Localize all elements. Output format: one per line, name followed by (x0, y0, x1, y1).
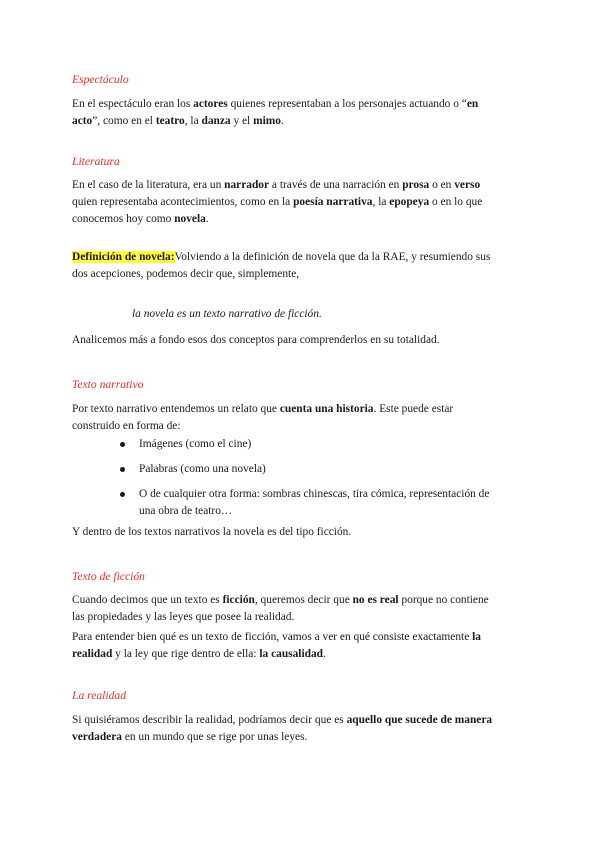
paragraph-closing-narrativo (72, 524, 532, 541)
text-line: dos acepciones, podemos decir que, simplemente, (72, 268, 300, 280)
text-run: Cuando decimos que un texto es (72, 594, 223, 606)
text-run: quienes representaban a los personajes actuando o “ (227, 98, 467, 110)
text-line: Y dentro de los textos narrativos la novela es del tipo ficción. (72, 526, 352, 538)
text-run: . Este puede estar (373, 403, 454, 415)
bold-term: verdadera (72, 731, 122, 743)
bold-term: novela (174, 213, 206, 225)
text-run: . (205, 213, 209, 225)
highlighted-label: Definición de novela: (72, 251, 175, 263)
paragraph-espectaculo (72, 96, 532, 130)
text-line (72, 646, 532, 663)
definition-quote: la novela es un texto narrativo de ficción. (132, 308, 322, 320)
paragraph-ficcion-2 (72, 629, 532, 663)
text-line: Palabras (como una novela) (139, 463, 266, 475)
text-run: quien representaba acontecimientos, como en la (72, 196, 294, 208)
text-line: O de cualquier otra forma: sombras chinescas, tira cómica, representación de (139, 488, 490, 500)
heading-literatura: Literatura (72, 155, 120, 168)
paragraph-texto-narrativo (72, 401, 532, 435)
bold-term: la causalidad (259, 648, 323, 660)
text-run: . (280, 115, 284, 127)
bullet-dot (120, 492, 125, 497)
heading-la-realidad: La realidad (72, 689, 127, 702)
bullet-dot (120, 467, 125, 472)
paragraph-analicemos (72, 332, 532, 349)
text-run: y el (230, 115, 254, 127)
text-run: ”, como en el (92, 115, 156, 127)
bold-term: ficción (222, 594, 255, 606)
text-run: Para entender bien qué es un texto de ficción, vamos a ver en qué consiste exactamente (72, 631, 473, 643)
text-line (72, 712, 532, 729)
text-line (72, 113, 532, 130)
bold-term: verso (454, 179, 481, 191)
text-run: , la (184, 115, 202, 127)
bold-term: cuenta una historia (279, 403, 374, 415)
text-run: Si quisiéramos describir la realidad, podríamos decir que es (72, 714, 347, 726)
bold-term: en (466, 98, 479, 110)
paragraph-literatura (72, 177, 532, 228)
list-item-text (139, 436, 519, 453)
bold-term: prosa (402, 179, 430, 191)
text-run: en un mundo que se rige por unas leyes. (121, 731, 308, 743)
heading-espectaculo: Espectáculo (72, 73, 129, 86)
list-item-text (139, 461, 519, 478)
text-run: porque no contiene (398, 594, 489, 606)
text-line (72, 401, 532, 418)
text-line: Imágenes (como el cine) (139, 438, 252, 450)
text-run: , la (372, 196, 390, 208)
text-line (72, 96, 532, 113)
text-line (72, 592, 532, 609)
text-line (72, 629, 532, 646)
text-run: . (323, 648, 326, 660)
text-run: o en (429, 179, 455, 191)
text-line (72, 249, 532, 266)
text-run: o en lo que (429, 196, 483, 208)
text-run: a través de una narración en (269, 179, 403, 191)
bullet-dot (120, 442, 125, 447)
text-run: , queremos decir que (254, 594, 353, 606)
text-run: Por texto narrativo entendemos un relato que (72, 403, 280, 415)
text-run: y la ley que rige dentro de ella: (112, 648, 260, 660)
paragraph-realidad (72, 712, 532, 746)
text-run: En el espectáculo eran los (72, 98, 194, 110)
heading-texto-narrativo: Texto narrativo (72, 378, 144, 391)
text-run: Volviendo a la definición de novela que da la RAE, y resumiendo sus (174, 251, 491, 263)
bold-term: acto (72, 115, 93, 127)
text-line (72, 729, 532, 746)
bold-term: epopeya (389, 196, 430, 208)
bold-term: narrador (224, 179, 270, 191)
paragraph-ficcion-1 (72, 592, 532, 626)
list-item-text (139, 486, 519, 520)
text-line (72, 177, 532, 194)
text-run: En el caso de la literatura, era un (72, 179, 225, 191)
text-run: conocemos hoy como (72, 213, 175, 225)
bold-term: danza (201, 115, 231, 127)
bold-term: poesía narrativa (293, 196, 373, 208)
text-line: construido en forma de: (72, 420, 181, 432)
bold-term: aquello que sucede de manera (346, 714, 493, 726)
text-line: Analicemos más a fondo esos dos conceptos para comprenderlos en su totalidad. (72, 334, 440, 346)
text-line: una obra de teatro… (139, 505, 233, 517)
heading-texto-ficcion: Texto de ficción (72, 570, 145, 583)
bold-term: no es real (352, 594, 399, 606)
text-line (72, 194, 532, 211)
bold-term: realidad (72, 648, 113, 660)
text-line: las propiedades y las leyes que posee la realidad. (72, 611, 295, 623)
text-line (72, 211, 532, 228)
bold-term: teatro (155, 115, 185, 127)
bold-term: la (472, 631, 481, 643)
bold-term: actores (193, 98, 228, 110)
bold-term: mimo (253, 115, 281, 127)
paragraph-definicion (72, 249, 532, 283)
